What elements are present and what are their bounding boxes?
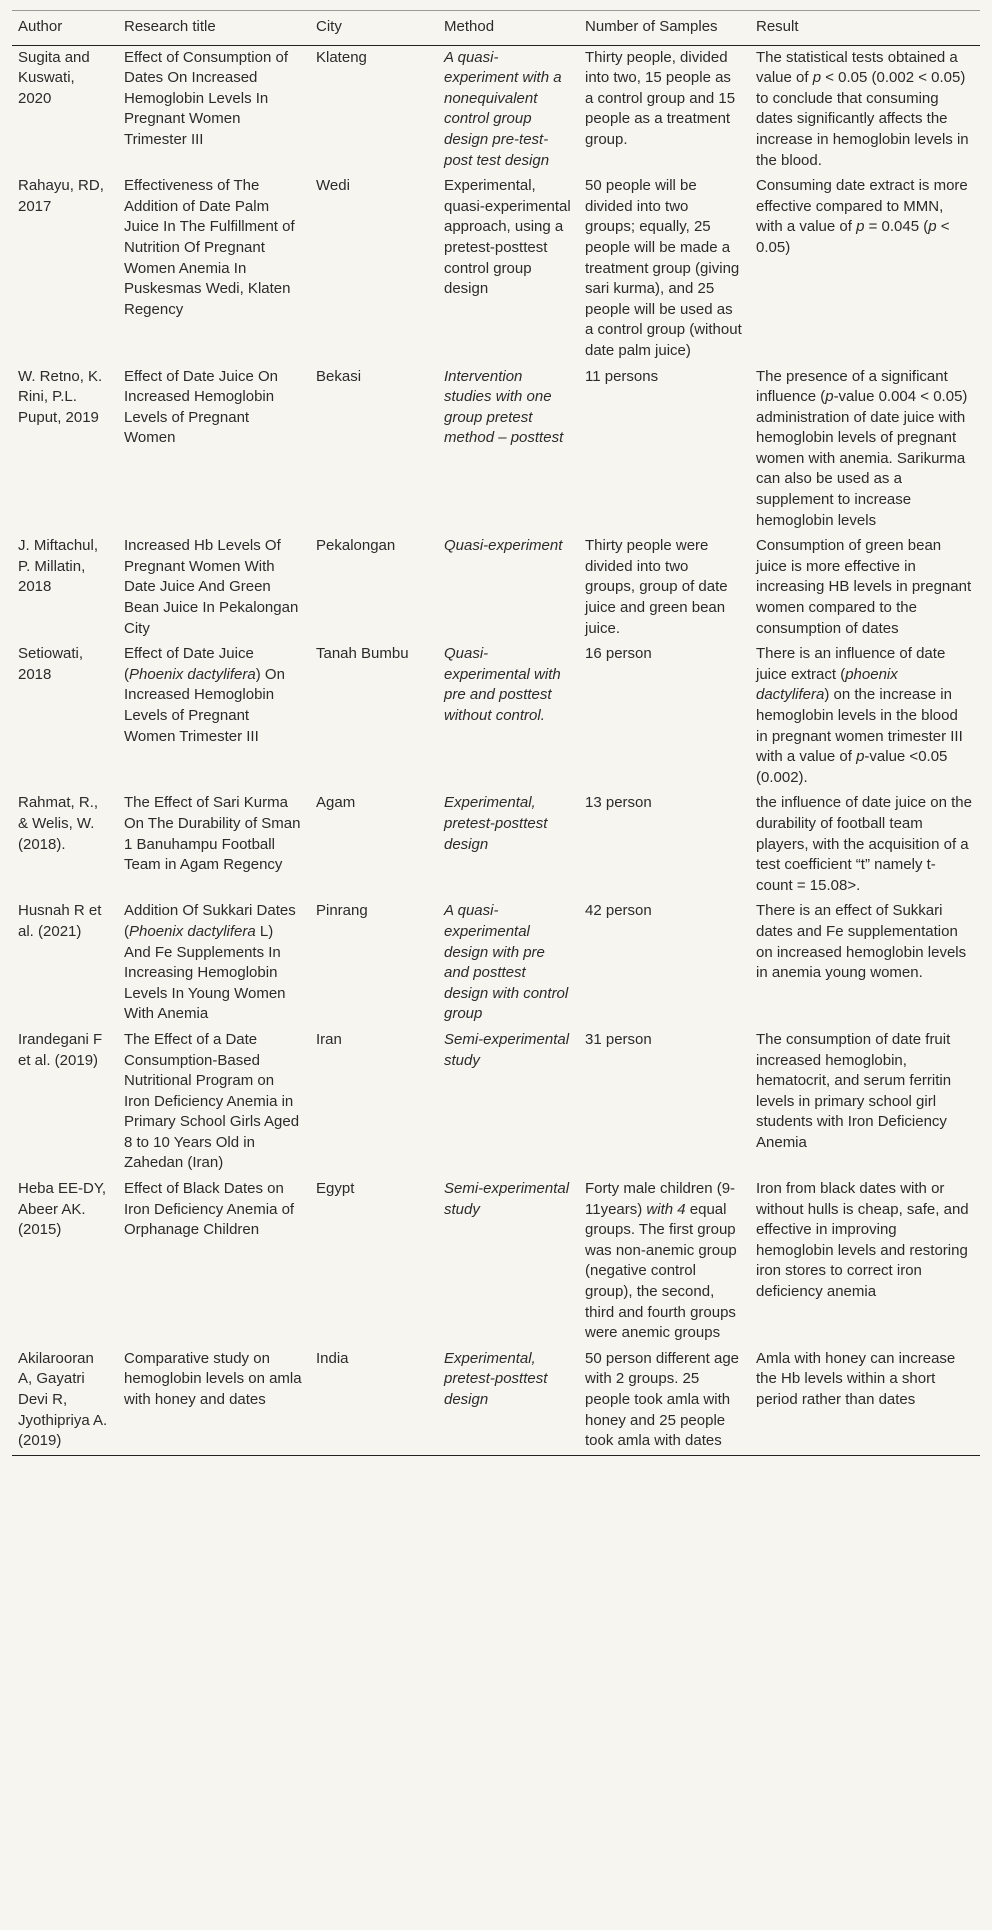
cell-method: Quasi-experimental with pre and posttest without control. [444,645,561,724]
cell-method: Intervention studies with one group pretest method – posttest [444,367,564,447]
cell-number-of-samples: 11 persons [585,367,659,385]
cell-method: Quasi-experiment [444,537,563,555]
cell-result: Amla with honey can increase the Hb levels within a short period rather than dates [750,1347,980,1455]
cell-author: Akilarooran A, Gayatri Devi R, Jyothipriya A. (2019) [12,1347,118,1455]
table-row [12,45,980,174]
cell-research-title: Increased Hb Levels Of Pregnant Women With Date Juice And Green Bean Juice In Pekalongan City [124,537,299,637]
cell-city: Egypt [316,1180,355,1198]
table-row [12,1177,980,1347]
cell-result: Iron from black dates with or without hulls is cheap, safe, and effective in improving hemoglobin levels and restoring iron stores to correct iron deficiency anemia [756,1180,969,1301]
cell-author: Irandegani F et al. (2019) [18,1030,103,1069]
cell-result: The consumption of date fruit increased hemoglobin, hematocrit, and serum ferritin levels in primary school girl students with Iron Deficiency Anemia [756,1030,952,1151]
table-header-row [12,11,980,46]
table-row [12,174,980,364]
cell-result: The statistical tests obtained a value of p < 0.05 (0.002 < 0.05) to conclude that consuming dates significantly affects the increase in hemoglobin levels in the blood. [756,48,969,169]
italic-term: p [812,69,822,87]
cell-city: Klateng [316,48,367,66]
cell-city: India [310,1347,438,1455]
cell-city: Iran [316,1030,342,1048]
cell-result: Consuming date extract is more effective compared to MMN, with a value of p = 0.045 (p < 0.05) [756,177,968,256]
table-row [12,365,980,535]
cell-author: Setiowati, 2018 [18,645,84,683]
italic-term: p [928,218,937,236]
cell-number-of-samples: 16 person [585,645,652,663]
table-row [12,1028,980,1177]
cell-city: Pinrang [316,902,368,920]
cell-number-of-samples: 31 person [585,1030,652,1048]
italic-term: Phoenix dactylifera [129,665,256,683]
cell-city: Agam [316,794,356,812]
italic-term: p [856,218,865,236]
italic-term: p [856,748,865,766]
cell-number-of-samples: Thirty people, divided into two, 15 people as a control group and 15 people as a treatment group. [585,48,736,148]
cell-research-title: The Effect of Sari Kurma On The Durability of Sman 1 Banuhampu Football Team in Agam Regency [124,794,301,874]
cell-method: Semi-experimental study [444,1180,570,1218]
cell-research-title: Effect of Consumption of Dates On Increased Hemoglobin Levels In Pregnant Women Trimester III [124,48,288,148]
italic-term: phoenix dactylifera [756,665,898,704]
cell-method: Experimental, pretest-posttest design [444,794,548,853]
studies-table [12,10,980,1456]
cell-author: Sugita and Kuswati, 2020 [18,48,90,107]
table-row [12,1347,980,1455]
cell-city: Pekalongan [316,537,396,555]
header-method: Method [438,11,579,46]
cell-number-of-samples: Thirty people were divided into two groups, group of date juice and green bean juice. [585,537,728,637]
cell-author: J. Miftachul, P. Millatin, 2018 [18,537,99,596]
cell-number-of-samples: 42 person [585,902,652,920]
table-row [12,534,980,642]
table-row [12,791,980,899]
cell-city: Bekasi [316,367,362,385]
cell-result: Consumption of green bean juice is more effective in increasing HB levels in pregnant women compared to the consumption of dates [756,537,972,637]
cell-author: Rahayu, RD, 2017 [18,177,104,215]
header-number-of-samples: Number of Samples [579,11,750,46]
cell-research-title: The Effect of a Date Consumption-Based Nutritional Program on Iron Deficiency Anemia in Primary School Girls Aged 8 to 10 Years Old in Zahedan (Iran) [124,1030,300,1172]
cell-research-title: Effect of Black Dates on Iron Deficiency Anemia of Orphanage Children [124,1180,295,1239]
cell-number-of-samples: 50 person different age with 2 groups. 25 people took amla with honey and 25 people took amla with dates [579,1347,750,1455]
cell-method: Experimental, quasi-experimental approach, using a pretest-posttest control group design [444,177,571,298]
cell-result: There is an effect of Sukkari dates and Fe supplementation on increased hemoglobin levels in anemia young women. [756,902,967,982]
cell-method: A quasi-experimental design with pre and posttest design with control group [444,902,569,1023]
cell-method: Experimental, pretest-posttest design [438,1347,579,1455]
cell-author: Heba EE-DY, Abeer AK. (2015) [18,1180,107,1239]
italic-term: with 4 [646,1200,686,1218]
header-author: Author [12,11,118,46]
cell-number-of-samples: 50 people will be divided into two groups; equally, 25 people will be made a treatment group (giving sari kurma), and 25 people will be used as a control group (without date palm juice) [585,177,742,359]
italic-term: Phoenix dactylifera [129,922,256,940]
cell-city: Wedi [316,177,350,195]
cell-research-title: Addition Of Sukkari Dates (Phoenix dactylifera L) And Fe Supplements In Increasing Hemoglobin Levels In Young Women With Anemia [124,902,296,1023]
cell-method: Semi-experimental study [444,1030,570,1069]
cell-research-title: Effect of Date Juice On Increased Hemoglobin Levels of Pregnant Women [124,367,278,447]
cell-research-title: Effectiveness of The Addition of Date Palm Juice In The Fulfillment of Nutrition Of Pregnant Women Anemia In Puskesmas Wedi, Klaten Regency [124,177,295,318]
cell-author: Rahmat, R., & Welis, W. (2018). [18,794,99,853]
cell-research-title: Effect of Date Juice (Phoenix dactylifera) On Increased Hemoglobin Levels of Pregnant Women Trimester III [124,645,285,745]
table-row [12,642,980,791]
cell-number-of-samples: Forty male children (9-11years) with 4 equal groups. The first group was non-anemic group (negative control group), the second, third and fourth groups were anemic groups [585,1180,737,1342]
cell-result: There is an influence of date juice extract (phoenix dactylifera) on the increase in hemoglobin levels in the blood in pregnant women trimester III with a value of p-value <0.05 (0.002). [756,645,963,786]
cell-research-title: Comparative study on hemoglobin levels on amla with honey and dates [118,1347,310,1455]
cell-author: Husnah R et al. (2021) [18,902,102,940]
table-body [12,45,980,1455]
cell-number-of-samples: 13 person [585,794,652,812]
header-result: Result [750,11,980,46]
cell-result: The presence of a significant influence (p-value 0.004 < 0.05) administration of date juice with hemoglobin levels of pregnant women with anemia. Sarikurma can also be used as a supplement to increase hemoglobin levels [756,367,968,529]
cell-author: W. Retno, K. Rini, P.L. Puput, 2019 [18,367,103,426]
header-research-title: Research title [118,11,310,46]
table-row [12,899,980,1028]
header-city: City [310,11,438,46]
italic-term: p [825,388,834,406]
cell-method: A quasi-experiment with a nonequivalent control group design pre-test-post test design [444,48,562,169]
cell-city: Tanah Bumbu [316,645,409,663]
cell-result: the influence of date juice on the durability of football team players, with the acquisition of a test coefficient “t” namely t-count = 15.08>. [756,794,972,894]
